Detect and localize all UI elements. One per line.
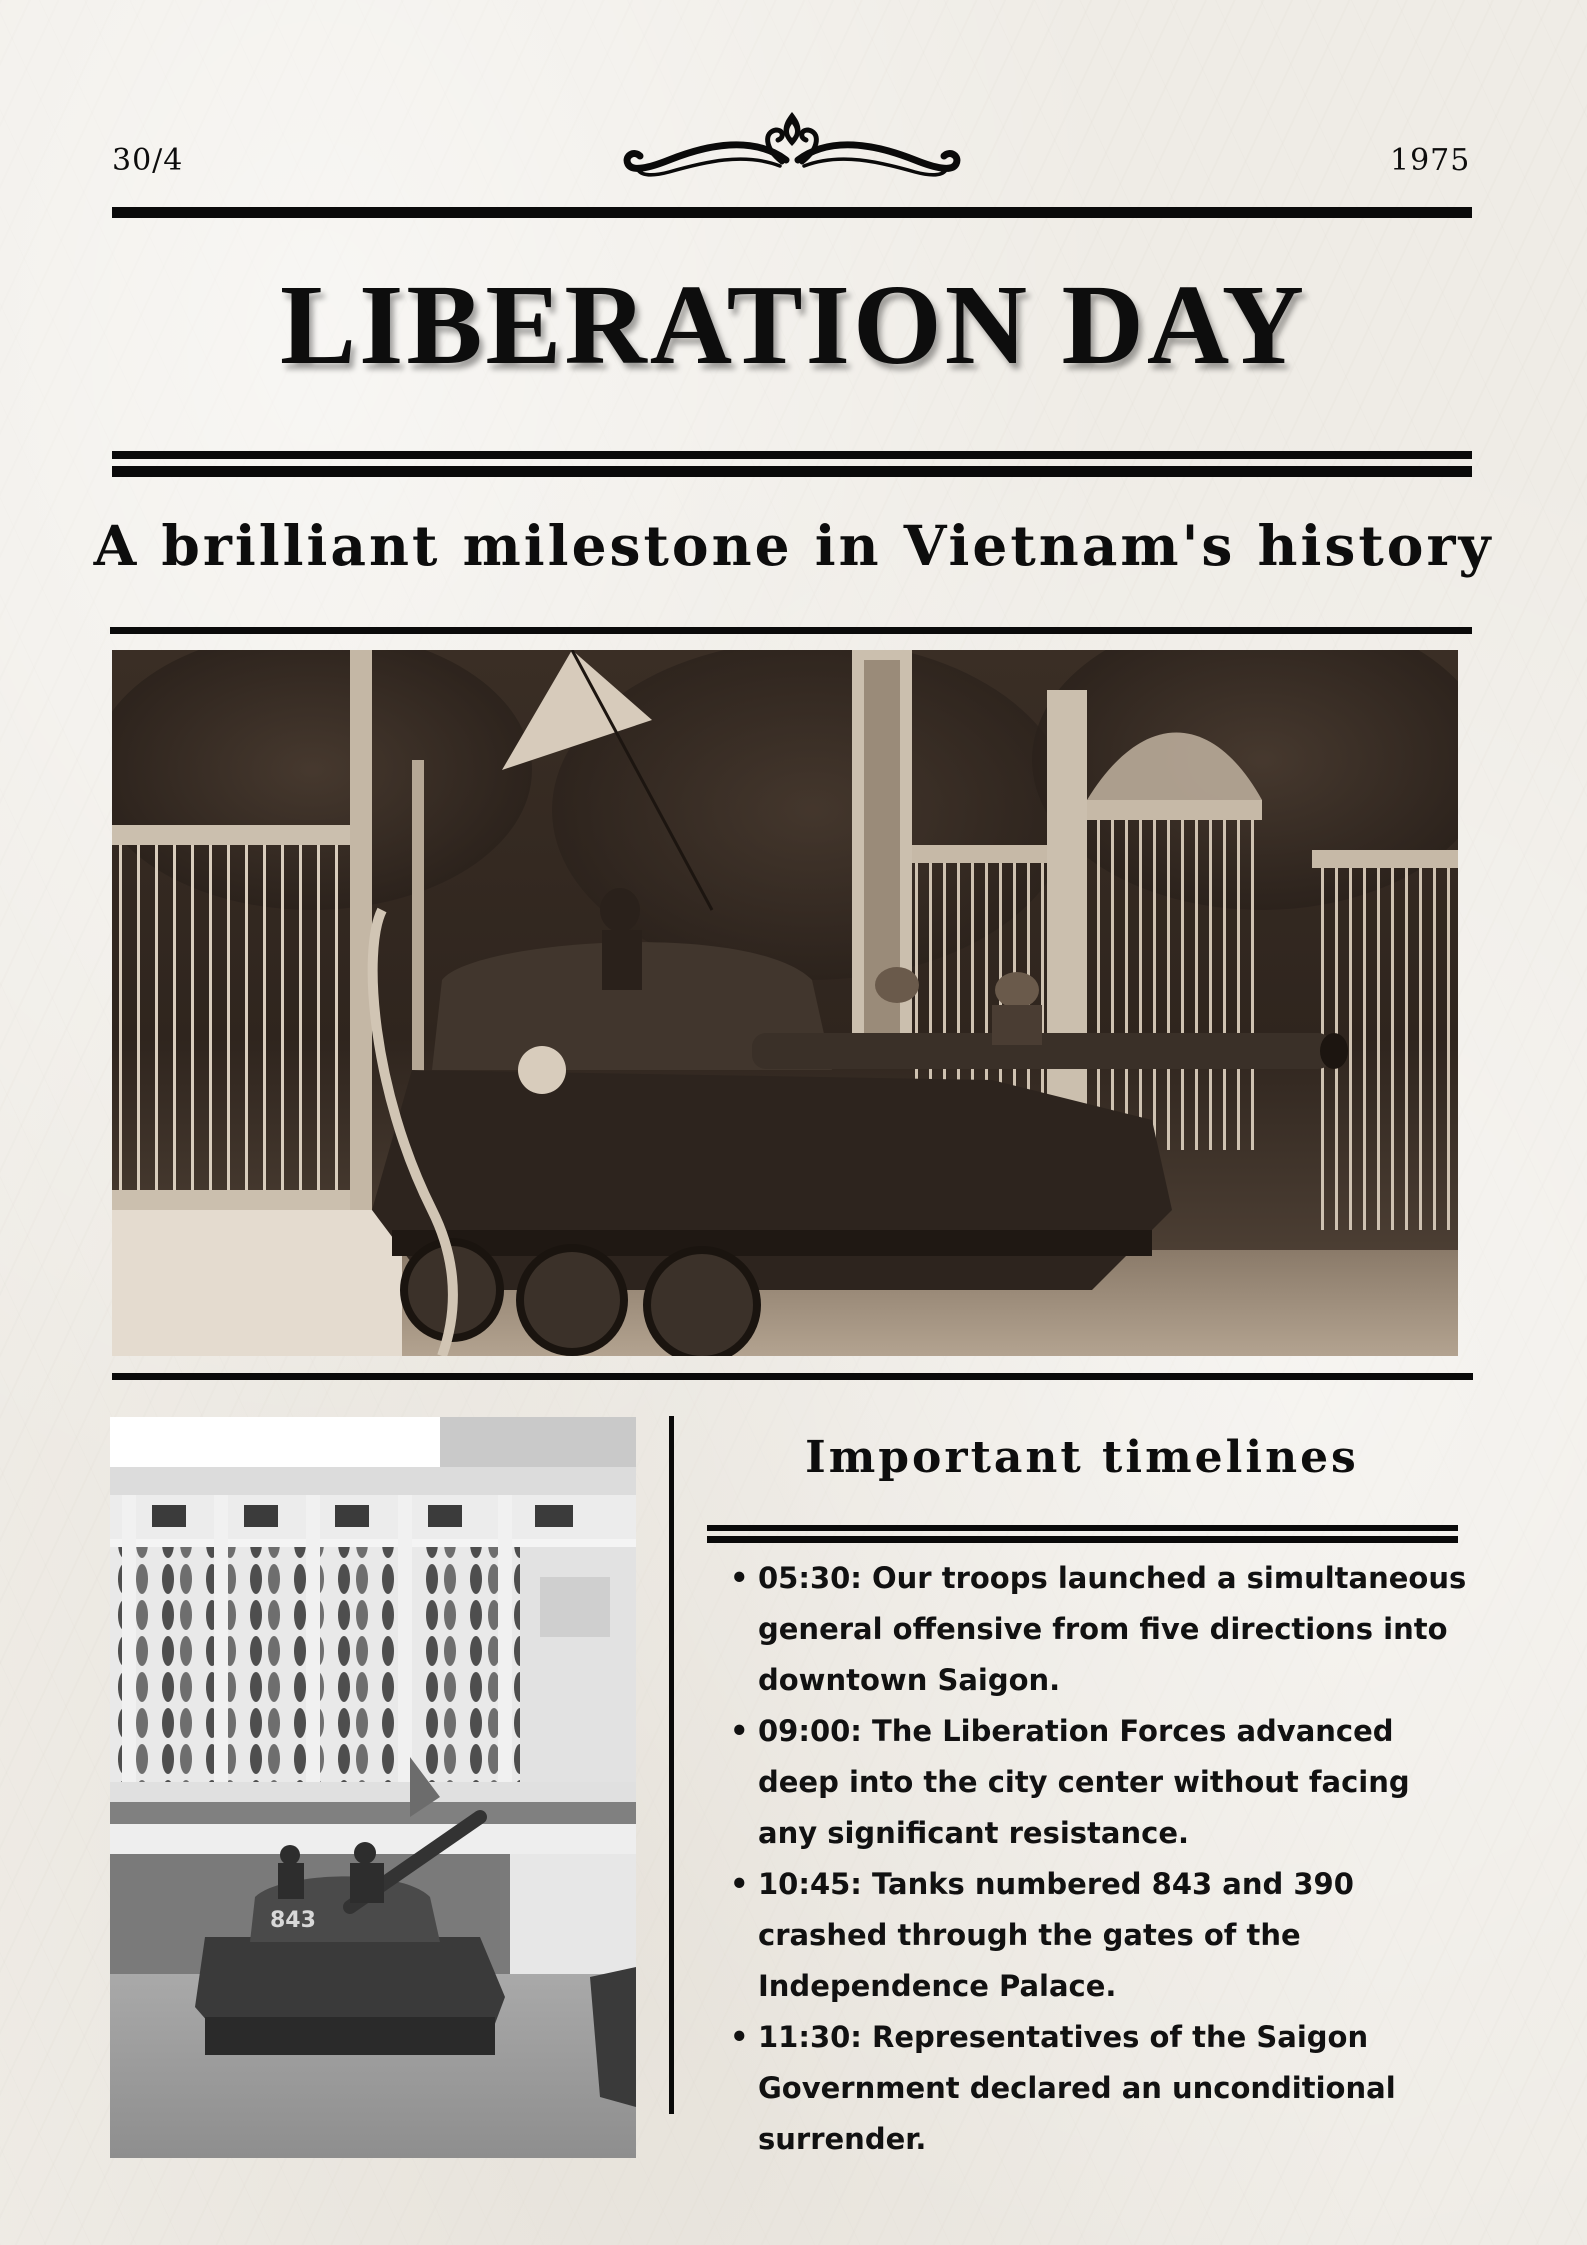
bullet-icon: • (730, 1867, 749, 1901)
timeline-double-rule-top (707, 1525, 1458, 1531)
date-day-month: 30/4 (112, 143, 184, 178)
bullet-icon: • (730, 1714, 749, 1748)
subtitle-rule (110, 627, 1472, 634)
timeline-item-text: 09:00: The Liberation Forces advanced deep into the city center without facing any significant resistance. (758, 1714, 1410, 1850)
bullet-icon: • (730, 2020, 749, 2054)
column-divider (669, 1416, 674, 2114)
timeline-item-text: 05:30: Our troops launched a simultaneous general offensive from five directions into downtown Saigon. (758, 1561, 1467, 1697)
timeline-double-rule-bottom (707, 1536, 1458, 1543)
timeline-heading: Important timelines (805, 1432, 1359, 1483)
timeline-item-text: 11:30: Representatives of the Saigon Government declared an unconditional surrender. (758, 2020, 1396, 2156)
flourish-divider-icon (614, 108, 970, 192)
timeline-item-1130 (730, 2012, 1470, 2165)
date-year: 1975 (1390, 143, 1471, 178)
secondary-photo-palace-tank (110, 1417, 636, 2158)
timeline-item-text: 10:45: Tanks numbered 843 and 390 crashed through the gates of the Independence Palace. (758, 1867, 1354, 2003)
header-rule (112, 207, 1472, 218)
title-double-rule-top (112, 451, 1472, 459)
timeline-item-0530 (730, 1553, 1470, 1706)
timeline-item-1045 (730, 1859, 1470, 2012)
timeline-item-0900 (730, 1706, 1470, 1859)
timeline-list (730, 1553, 1470, 2165)
page-title: LIBERATION DAY (279, 261, 1308, 388)
photo-rule (112, 1373, 1473, 1380)
title-double-rule-bottom (112, 466, 1472, 477)
bullet-icon: • (730, 1561, 749, 1595)
svg-text:843: 843 (270, 1908, 316, 1933)
page-subtitle: A brilliant milestone in Vietnam's history (93, 513, 1494, 578)
main-photo-tank-at-gates (112, 650, 1458, 1356)
